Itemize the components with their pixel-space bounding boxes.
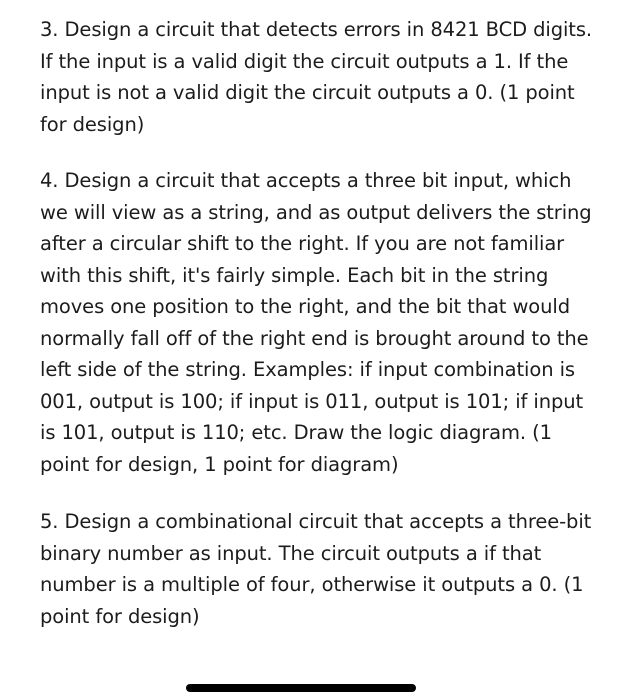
- question-5: 5. Design a combinational circuit that accepts a three-bit binary number as input. The circuit outputs a if that number is a multiple of four, otherwise it outputs a 0. (1 point for design): [40, 510, 592, 628]
- document-body: [40, 14, 600, 632]
- question-4: 4. Design a circuit that accepts a three bit input, which we will view as a string, and as output delivers the string after a circular shift to the right. If you are not familiar with this shift, it's fairly simple. Each bit in the string moves one position to the right, and the bit that would normally fall off of the right end is brought around to the left side of the string. Examples: if input combination is 001, output is 100; if input is 011, output is 101; if input is 101, output is 110; etc. Draw the logic diagram. (1 point for design, 1 point for diagram): [40, 169, 592, 476]
- home-indicator[interactable]: [186, 684, 416, 692]
- question-3: 3. Design a circuit that detects errors in 8421 BCD digits. If the input is a valid digit the circuit outputs a 1. If the input is not a valid digit the circuit outputs a 0. (1 point for design): [40, 18, 593, 136]
